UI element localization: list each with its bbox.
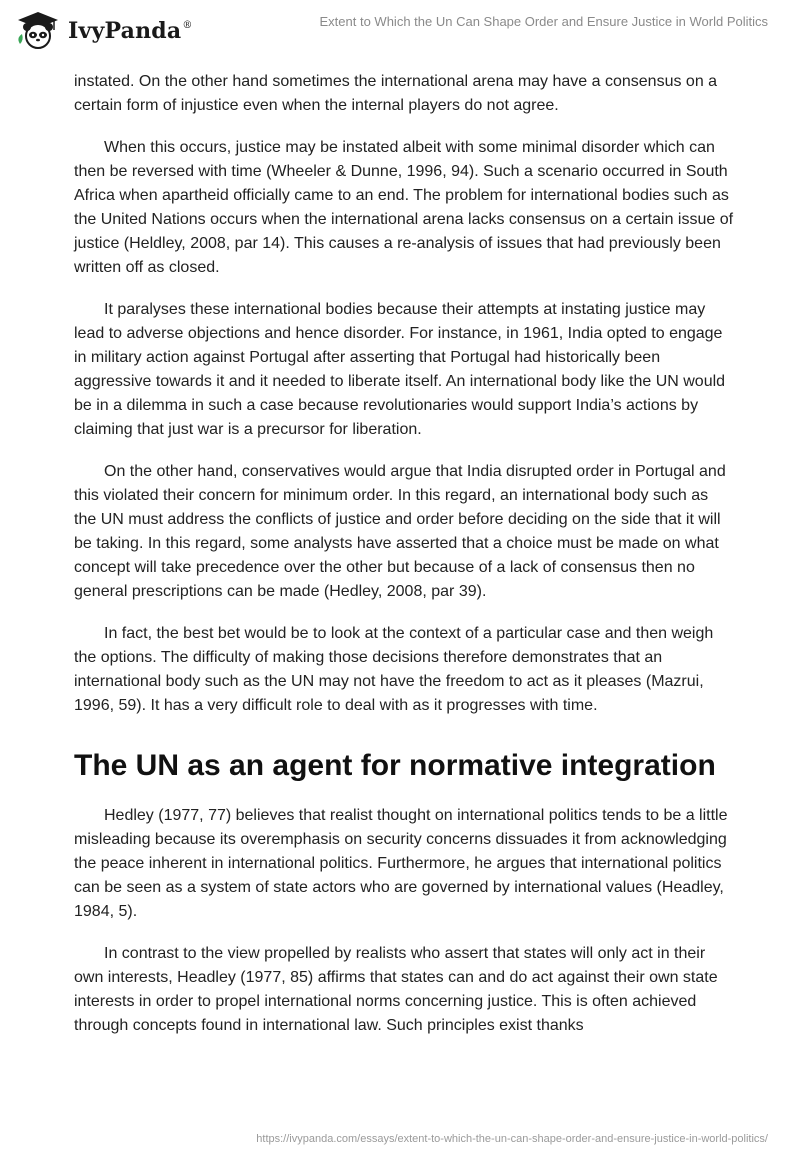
registered-mark: ® <box>182 19 193 31</box>
paragraph: It paralyses these international bodies because their attempts at instating justice may lead to adverse objections and hence disorder. For instance, in 1961, India opted to engage in military action against Portugal after asserting that Portugal had historically been aggressive towards it and it needed to liberate itself. An international body like the UN would be in a dilemma in such a case because revolutionaries would support India’s actions by claiming that just war is a precursor for liberation. <box>74 301 726 438</box>
source-url[interactable]: https://ivypanda.com/essays/extent-to-which-the-un-can-shape-order-and-ensure-justice-in-world-politics/ <box>256 1133 768 1145</box>
brand-logo[interactable] <box>14 10 193 50</box>
page-header <box>0 0 800 60</box>
paragraph: Hedley (1977, 77) believes that realist thought on international politics tends to be a little misleading because its overemphasis on security concerns dissuades it from acknowledging the peace inherent in international politics. Furthermore, he argues that international politics can be seen as a system of state actors who are governed by international values (Headley, 1984, 5). <box>74 807 728 920</box>
paragraph: instated. On the other hand sometimes the international arena may have a consensus on a certain form of injustice even when the internal players do not agree. <box>74 73 718 114</box>
paragraph: On the other hand, conservatives would argue that India disrupted order in Portugal and this violated their concern for minimum order. In this regard, an international body such as the UN must address the conflicts of justice and order before deciding on the side that it will be taking. In this regard, some analysts have asserted that a choice must be made on what concept will take precedence over the other but because of a lack of consensus then no general prescriptions can be made (Hedley, 2008, par 39). <box>74 463 726 600</box>
panda-mascot-icon <box>14 10 62 50</box>
paragraph: When this occurs, justice may be instated albeit with some minimal disorder which can then be reversed with time (Wheeler & Dunne, 1996, 94). Such a scenario occurred in South Africa when apartheid officially came to an end. The problem for international bodies such as the United Nations occurs when the international arena lacks consensus on a certain issue of justice (Heldley, 2008, par 14). This causes a re-analysis of issues that had previously been written off as closed. <box>74 139 734 276</box>
brand-name: IvyPanda® <box>68 18 193 44</box>
paragraph: In fact, the best bet would be to look at the context of a particular case and then weigh the options. The difficulty of making those decisions therefore demonstrates that an international body such as the UN may not have the freedom to act as it pleases (Mazrui, 1996, 59). It has a very difficult role to deal with as it progresses with time. <box>74 625 714 714</box>
section-heading: The UN as an agent for normative integration <box>74 749 716 782</box>
essay-body <box>74 70 734 1056</box>
paragraph: In contrast to the view propelled by realists who assert that states will only act in their own interests, Headley (1977, 85) affirms that states can and do act against their own state interests in order to propel international norms concerning justice. This is often achieved through concepts found in international law. Such principles exist thanks <box>74 945 718 1034</box>
document-title: Extent to Which the Un Can Shape Order and Ensure Justice in World Politics <box>319 14 768 29</box>
